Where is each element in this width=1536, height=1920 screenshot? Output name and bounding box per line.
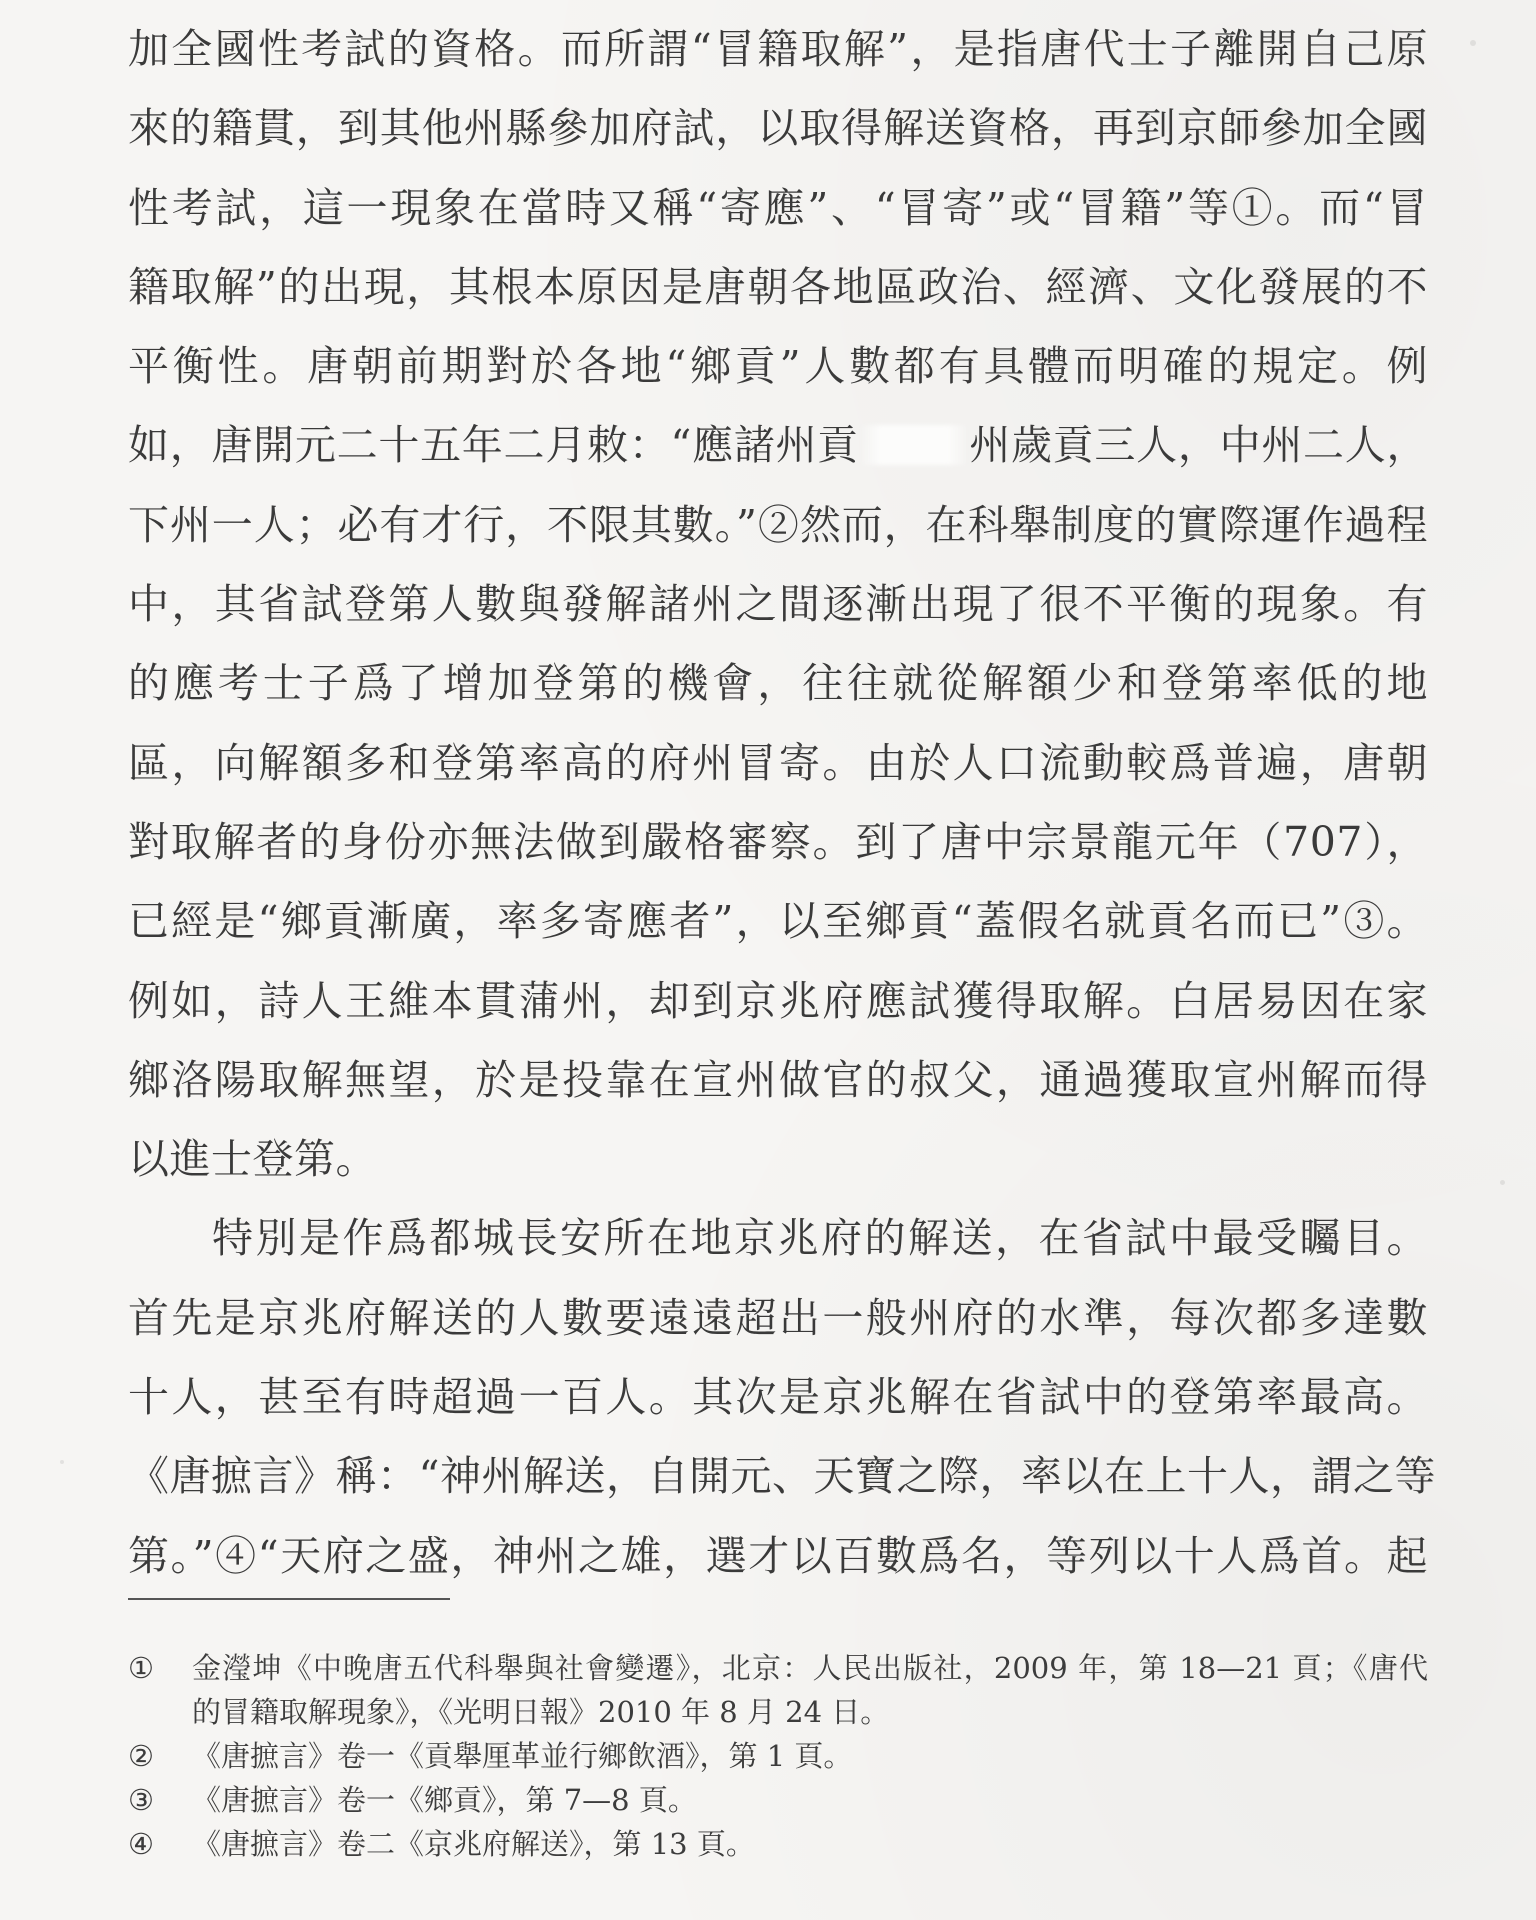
footnote-1 bbox=[128, 1646, 1428, 1734]
text-line: 平衡性。唐朝前期對於各地“鄉貢”人數都有具體而明確的規定。例 bbox=[128, 342, 1428, 391]
scan-speck bbox=[1470, 40, 1476, 46]
text-line: 已經是“鄉貢漸廣，率多寄應者”，以至鄉貢“蓋假名就貢名而已”③。 bbox=[128, 897, 1428, 946]
footnote-divider bbox=[128, 1598, 450, 1600]
scan-speck bbox=[60, 1460, 64, 1464]
footnote-text: 《唐摭言》卷一《貢舉厘革並行鄉飲酒》，第 1 頁。 bbox=[192, 1739, 853, 1773]
text-line: 首先是京兆府解送的人數要遠遠超出一般州府的水準，每次都多達數 bbox=[128, 1293, 1428, 1342]
text-line: 加全國性考試的資格。而所謂“冒籍取解”，是指唐代士子離開自己原 bbox=[128, 25, 1428, 73]
text-line: 《唐摭言》稱：“神州解送，自開元、天寶之際，率以在上十人，謂之等 bbox=[128, 1452, 1436, 1501]
text-line-paragraph-end: 以進士登第。 bbox=[128, 1135, 377, 1184]
scan-speck bbox=[1500, 1180, 1505, 1185]
text-line: 對取解者的身份亦無法做到嚴格審察。到了唐中宗景龍元年（707）， bbox=[128, 817, 1428, 866]
footnote-2 bbox=[128, 1734, 1428, 1778]
text-line: 十人，甚至有時超過一百人。其次是京兆解在省試中的登第率最高。 bbox=[128, 1373, 1428, 1422]
footnote-text: 的冒籍取解現象》，《光明日報》2010 年 8 月 24 日。 bbox=[192, 1695, 890, 1729]
footnote-mark: ④ bbox=[128, 1827, 154, 1861]
footnote-3 bbox=[128, 1778, 1428, 1822]
footnote-mark: ① bbox=[128, 1651, 154, 1685]
smudged-area bbox=[859, 425, 969, 465]
footnote-4 bbox=[128, 1822, 1428, 1866]
text-line: 中，其省試登第人數與發解諸州之間逐漸出現了很不平衡的現象。有 bbox=[128, 580, 1428, 629]
text-line: 鄉洛陽取解無望，於是投靠在宣州做官的叔父，通過獲取宣州解而得 bbox=[128, 1055, 1428, 1104]
text-line-paragraph-start: 特別是作爲都城長安所在地京兆府的解送，在省試中最受矚目。 bbox=[212, 1214, 1428, 1263]
footnotes bbox=[128, 1646, 1428, 1866]
footnote-text: 《唐摭言》卷一《鄉貢》，第 7—8 頁。 bbox=[192, 1783, 697, 1817]
text-line: 例如，詩人王維本貫蒲州，却到京兆府應試獲得取解。白居易因在家 bbox=[128, 976, 1428, 1025]
text-line: 籍取解”的出現，其根本原因是唐朝各地區政治、經濟、文化發展的不 bbox=[128, 262, 1428, 311]
text-line: 下州一人；必有才行，不限其數。”②然而，在科舉制度的實際運作過程 bbox=[128, 500, 1428, 549]
text-line: 區，向解額多和登第率高的府州冒寄。由於人口流動較爲普遍，唐朝 bbox=[128, 738, 1428, 787]
body-text bbox=[128, 10, 1436, 1596]
text-line: 第。”④“天府之盛，神州之雄，選才以百數爲名，等列以十人爲首。起 bbox=[128, 1531, 1428, 1580]
footnote-text: 《唐摭言》卷二《京兆府解送》，第 13 頁。 bbox=[192, 1827, 755, 1861]
footnote-mark: ③ bbox=[128, 1783, 154, 1817]
text-line: 的應考士子爲了增加登第的機會，往往就從解額少和登第率低的地 bbox=[128, 659, 1428, 708]
text-line: 來的籍貫，到其他州縣參加府試，以取得解送資格，再到京師參加全國 bbox=[128, 104, 1428, 153]
text-fragment: 如，唐開元二十五年二月敕：“應諸州貢 bbox=[128, 421, 860, 470]
text-line: 性考試，這一現象在當時又稱“寄應”、“冒寄”或“冒籍”等①。而“冒 bbox=[128, 183, 1428, 232]
text-line bbox=[128, 406, 1428, 485]
footnote-mark: ② bbox=[128, 1739, 154, 1773]
text-fragment: 州歲貢三人，中州二人， bbox=[969, 421, 1428, 470]
footnote-text: 金瀅坤《中晚唐五代科舉與社會變遷》，北京：人民出版社，2009 年，第 18—21 頁；《唐代 bbox=[192, 1651, 1428, 1685]
